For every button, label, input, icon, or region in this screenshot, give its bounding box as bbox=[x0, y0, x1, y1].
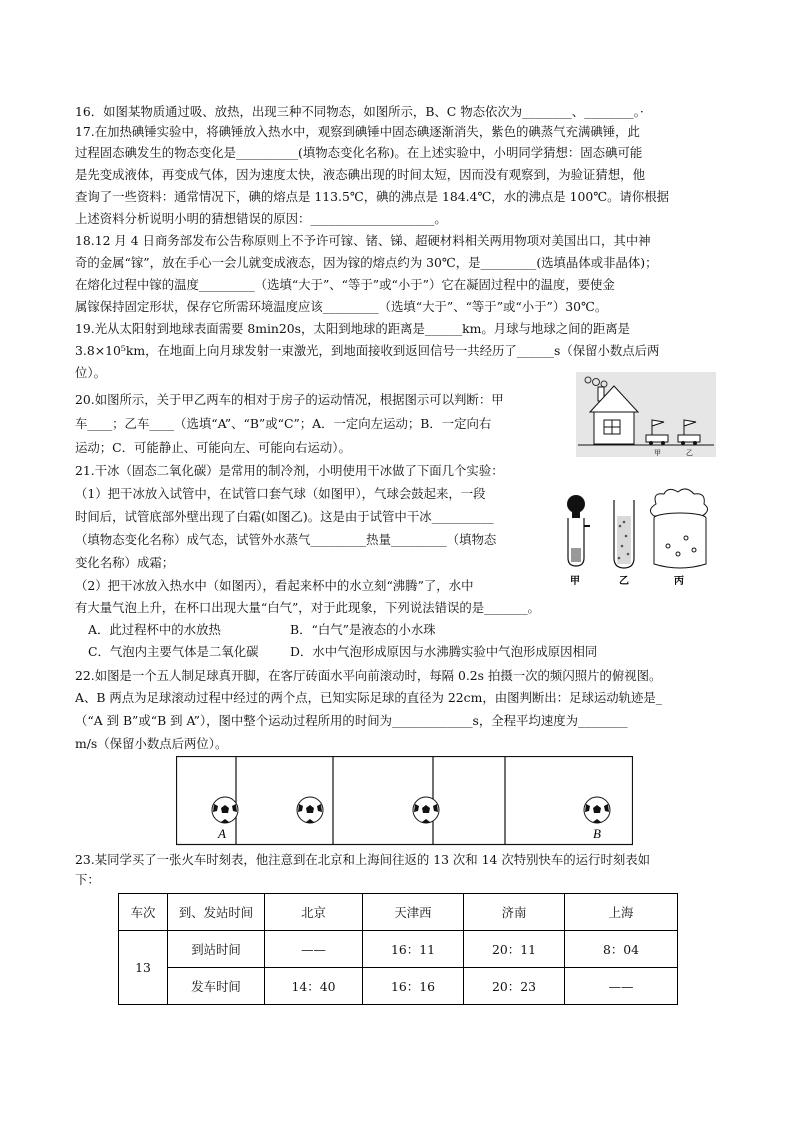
point-b-label: B bbox=[593, 826, 601, 841]
fig-label-bing: 丙 bbox=[674, 576, 684, 587]
label-yi: 乙 bbox=[686, 449, 693, 457]
header-shanghai: 上海 bbox=[565, 894, 678, 931]
q21-line-1: 21.干冰（固态二氧化碳）是常用的制冷剂，小明使用干冰做了下面几个实验： bbox=[75, 463, 504, 478]
table-row bbox=[119, 931, 678, 968]
q19-line-2: 3.8×10⁵km，在地面上向月球发射一束激光，到地面接收到返回信号一共经历了______s（保留小数点后两 bbox=[75, 343, 660, 358]
dry-ice-figure bbox=[556, 486, 718, 590]
q17-line-2: 过程固态碘发生的物态变化是__________(填物态变化名称)。在上述实验中，小明同学猜想：固态碘可能 bbox=[75, 145, 643, 160]
header-jinan: 济南 bbox=[464, 894, 565, 931]
q21-line-6: （2）把干冰放入热水中（如图丙），看起来杯中的水立刻“沸腾”了，水中 bbox=[75, 578, 474, 593]
table-row bbox=[119, 968, 678, 1005]
arrive-beijing: —— bbox=[265, 931, 363, 968]
header-train: 车次 bbox=[119, 894, 168, 931]
football-4 bbox=[584, 797, 610, 823]
q22-line-3: （“A 到 B”或“B 到 A”），图中整个运动过程所用的时间为_____________s，全程平均速度为________ bbox=[75, 713, 628, 728]
depart-jinan: 20：23 bbox=[464, 968, 565, 1005]
q21-line-5: 变化名称）成霜； bbox=[75, 555, 175, 570]
q19-line-1: 19.光从太阳射到地球表面需要 8min20s，太阳到地球的距离是______km。月球与地球之间的距离是 bbox=[75, 321, 631, 336]
header-time-type: 到、发站时间 bbox=[168, 894, 265, 931]
football-3 bbox=[413, 797, 439, 823]
arrive-tianjinxi: 16：11 bbox=[363, 931, 464, 968]
house-cars-figure bbox=[576, 372, 716, 457]
train-number: 13 bbox=[119, 931, 168, 1005]
q18-line-2: 奇的金属“镓”，放在手心一会儿就变成液态，因为镓的熔点约为 30℃，是_________(选填晶体或非晶体)； bbox=[75, 255, 658, 270]
q23-line-2: 下： bbox=[75, 872, 100, 887]
arrive-label: 到站时间 bbox=[168, 931, 265, 968]
q21-line-7: 有大量气泡上升，在杯口出现大量“白气”，对于此现象，下列说法错误的是_______。 bbox=[75, 600, 540, 615]
q19-line-3: 位）。 bbox=[75, 365, 106, 380]
depart-tianjinxi: 16：16 bbox=[363, 968, 464, 1005]
q22-line-1: 22.如图是一个五人制足球真开脚，在客厅砖面水平向前滚动时，每隔 0.2s 拍摄一次的频闪照片的俯视图。 bbox=[75, 668, 662, 683]
q20-line-3: 运动；C．可能静止、可能向左、可能向右运动）。 bbox=[75, 440, 351, 455]
point-a-label: A bbox=[218, 826, 226, 841]
q21-line-4: （填物态变化名称）成气态，试管外水蒸气_________热量_________（填物态 bbox=[75, 532, 497, 547]
q22-line-4: m/s（保留小数点后两位）。 bbox=[75, 736, 228, 751]
q21-option-b: B．“白气”是液态的小水珠 bbox=[290, 622, 436, 637]
q18-line-3: 在熔化过程中镓的温度_________（选填“大于”、“等于”或“小于”）它在凝固过程中的温度，要使金 bbox=[75, 277, 615, 292]
label-jia: 甲 bbox=[654, 449, 661, 457]
q21-line-3: 时间后，试管底部外壁出现了白霜(如图乙)。这是由于试管中干冰__________ bbox=[75, 509, 494, 524]
football-1 bbox=[212, 797, 238, 823]
arrive-jinan: 20：11 bbox=[464, 931, 565, 968]
q23-line-1: 23.某同学买了一张火车时刻表，他注意到在北京和上海间往返的 13 次和 14 次特别快车的运行时刻表如 bbox=[75, 852, 651, 867]
fig-label-jia: 甲 bbox=[570, 576, 580, 587]
q17-line-4: 查询了一些资料：通常情况下，碘的熔点是 113.5℃，碘的沸点是 184.4℃，水的沸点是 100℃。请你根据 bbox=[75, 189, 670, 204]
q20-line-1: 20.如图所示，关于甲乙两车的相对于房子的运动情况，根据图示可以判断：甲 bbox=[75, 392, 504, 407]
q21-option-d: D．水中气泡形成原因与水沸腾实验中气泡形成原因相同 bbox=[290, 644, 598, 659]
football-strobe-figure bbox=[176, 756, 633, 846]
q18-line-1: 18.12 月 4 日商务部发布公告称原则上不予许可镓、锗、锑、超硬材料相关两用物项对美国出口，其中神 bbox=[75, 233, 651, 248]
header-tianjinxi: 天津西 bbox=[363, 894, 464, 931]
q18-line-4: 属镓保持固定形状，保存它所需环境温度应该_________（选填“大于”、“等于”或“小于”）30℃。 bbox=[75, 299, 608, 314]
q21-option-a: A．此过程杯中的水放热 bbox=[88, 622, 221, 637]
football-2 bbox=[297, 797, 323, 823]
q16-line-1: 16．如图某物质通过吸、放热，出现三种不同物态，如图所示，B、C 物态依次为________、________。· bbox=[75, 104, 644, 119]
q20-line-2: 车____；乙车____（选填“A”、“B”或“C”；A．一定向左运动；B．一定向右 bbox=[75, 416, 492, 431]
depart-beijing: 14：40 bbox=[265, 968, 363, 1005]
table-header-row bbox=[119, 894, 678, 931]
q17-line-3: 是先变成液体，再变成气体，因为速度太快，液态碘出现的时间太短，因而没有观察到，为验证猜想，他 bbox=[75, 167, 645, 182]
q21-option-c: C．气泡内主要气体是二氧化碳 bbox=[88, 644, 259, 659]
q17-line-1: 17.在加热碘锤实验中，将碘锤放入热水中，观察到碘锤中固态碘逐渐消失，紫色的碘蒸气充满碘锤，此 bbox=[75, 124, 640, 139]
depart-shanghai: —— bbox=[565, 968, 678, 1005]
q21-line-2: （1）把干冰放入试管中，在试管口套气球（如图甲），气球会鼓起来，一段 bbox=[75, 486, 486, 501]
arrive-shanghai: 8：04 bbox=[565, 931, 678, 968]
header-beijing: 北京 bbox=[265, 894, 363, 931]
train-timetable bbox=[118, 893, 678, 1005]
fig-label-yi: 乙 bbox=[619, 576, 629, 587]
q22-line-2: A、B 两点为足球滚动过程中经过的两个点，已知实际足球的直径为 22cm，由图判断出：足球运动轨迹是_ bbox=[75, 690, 662, 705]
q17-line-5: 上述资料分析说明小明的猜想错误的原因：____________________。 bbox=[75, 211, 447, 226]
depart-label: 发车时间 bbox=[168, 968, 265, 1005]
